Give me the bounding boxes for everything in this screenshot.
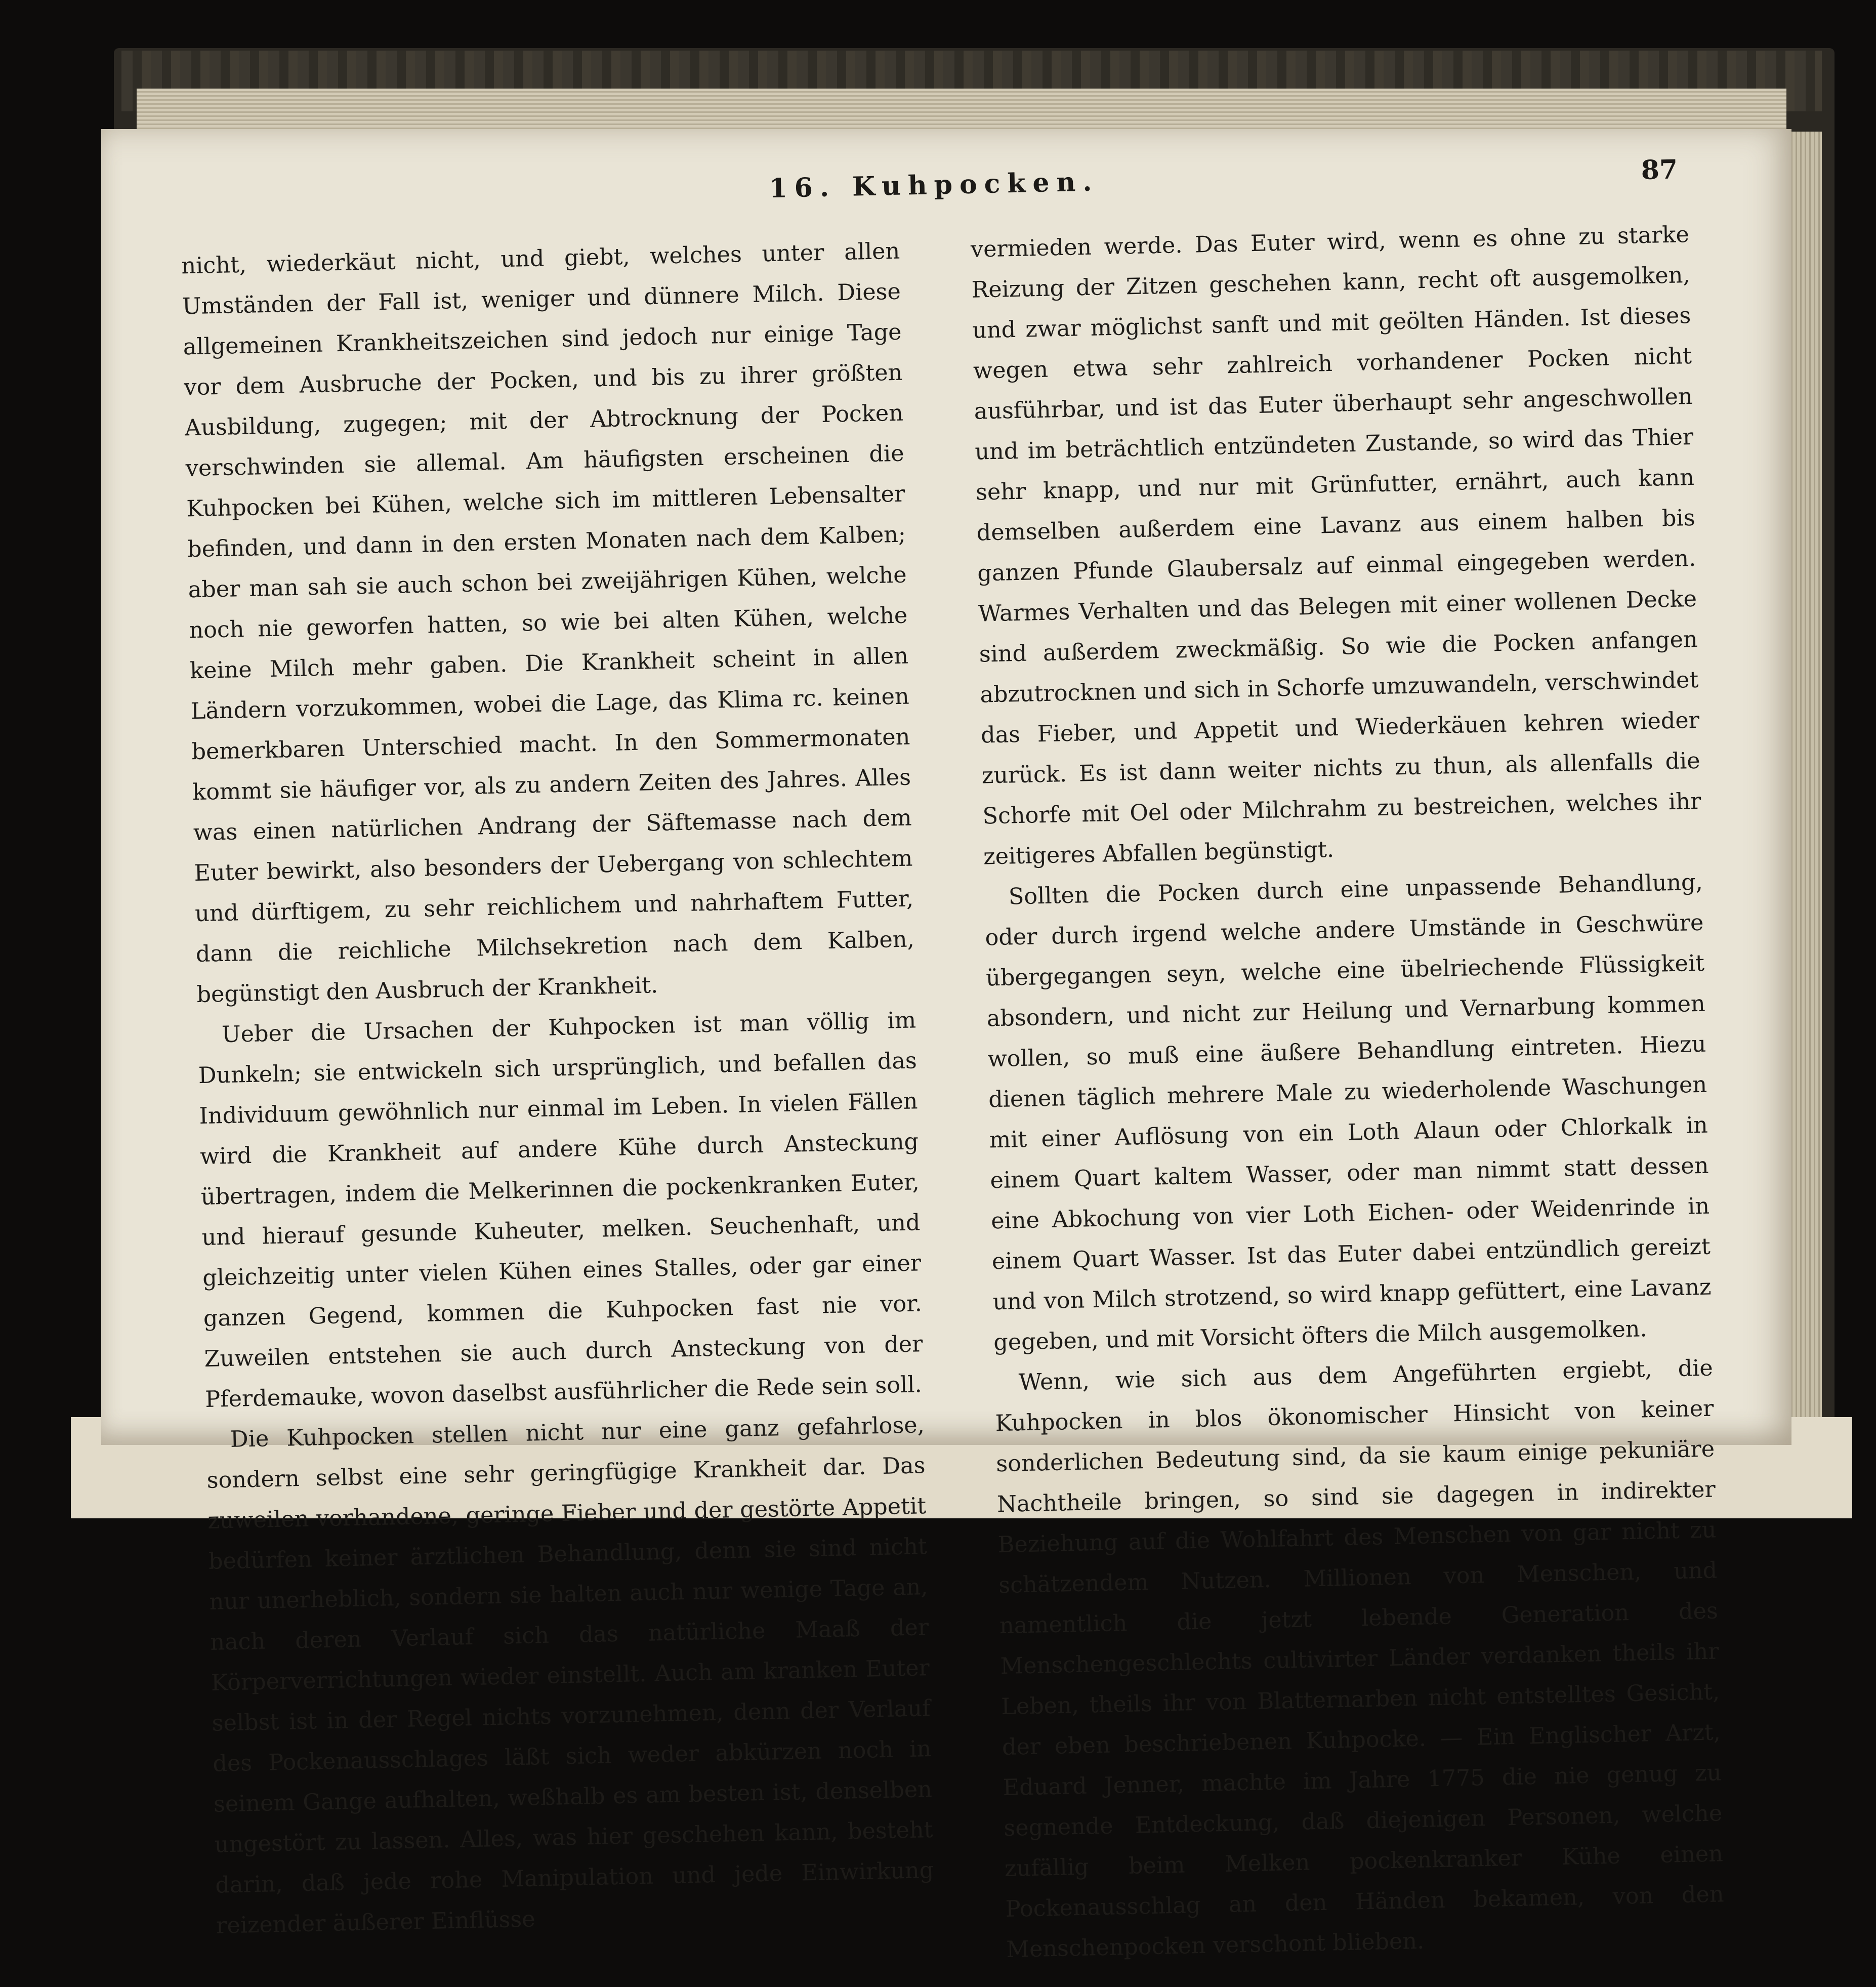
paragraph: Wenn, wie sich aus dem Angeführten ergiebt, die Kuhpocken in blos ökonomischer Hinsicht von keiner sonderlichen Bedeutung sind, da sie kaum einige pekuniäre Nachtheile bringen, so sind sie dagegen in indirekter Beziehung auf die Wohlfahrt des Menschen von gar nicht zu schätzendem Nutzen. Millionen von Menschen, und namentlich die jetzt lebende Generation des Menschengeschlechts cultivirter Länder verdanken theils ihr Leben, theils ihr von Blatternarben nicht entstelltes Gesicht, der eben beschriebenen Kuhpocke. — Ein Englischer Arzt, Eduard Jenner, machte im Jahre 1775 die nie genug zu segnende Entdeckung, daß diejenigen Personen, welche zufällig beim Melken pockenkranker Kühe einen Pockenausschlag an den Händen bekamen, von den Menschenpocken verschont blieben. [995,1355,1725,1963]
paragraph: Ueber die Ursachen der Kuhpocken ist man völlig im Dunkeln; sie entwickeln sich ursprünglich, und befallen das Individuum gewöhnlich nur einmal im Leben. In vielen Fällen wird die Krankheit auf andere Kühe durch Ansteckung übertragen, indem die Melkerinnen die pockenkranken Euter, und hierauf gesunde Kuheuter, melken. Seuchenhaft, und gleichzeitig unter vielen Kühen eines Stalles, oder gar einer ganzen Gegend, kommen die Kuhpocken fast nie vor. Zuweilen entstehen sie auch durch Ansteckung von der Pferdemauke, wovon daselbst ausführlicher die Rede sein soll. [198,1007,923,1413]
paragraph: nicht, wiederkäut nicht, und giebt, welches unter allen Umständen der Fall ist, weniger und dünnere Milch. Diese allgemeinen Krankheitszeichen sind jedoch nur einige Tage vor dem Ausbruche der Pocken, und bis zu ihrer größten Ausbildung, zugegen; mit der Abtrocknung der Pocken verschwinden sie allemal. Am häufigsten erscheinen die Kuhpocken bei Kühen, welche sich im mittleren Lebensalter befinden, und dann in den ersten Monaten nach dem Kalben; aber man sah sie auch schon bei zweijährigen Kühen, welche noch nie geworfen hatten, so wie bei alten Kühen, welche keine Milch mehr gaben. Die Krankheit scheint in allen Ländern vorzukommen, wobei die Lage, das Klima rc. keinen bemerkbaren Unterschied macht. In den Sommermonaten kommt sie häufiger vor, als zu andern Zeiten des Jahres. Alles was einen natürlichen Andrang der Säftemasse nach dem Euter bewirkt, also besonders der Uebergang von schlechtem und dürftigem, zu sehr reichlichem und nahrhaftem Futter, dann die reichliche Milchsekretion nach dem Kalben, begünstigt den Ausbruch der Krankheit. [181,238,915,1008]
text-column-right [970,215,1725,1963]
page-text-area [180,154,1725,1963]
page-block-edge [137,89,1786,132]
paragraph: Die Kuhpocken stellen nicht nur eine ganz gefahrlose, sondern selbst eine sehr geringfügige Krankheit dar. Das zuweilen vorhandene, geringe Fieber und der gestörte Appetit bedürfen keiner ärztlichen Behandlung, denn sie sind nicht nur unerheblich, sondern sie halten auch nur wenige Tage an, nach deren Verlauf sich das natürliche Maaß der Körperverrichtungen wieder einstellt. Auch am kranken Euter selbst ist in der Regel nichts vorzunehmen, denn der Verlauf des Pockenausschlages läßt sich weder abkürzen noch in seinem Gange aufhalten, weßhalb es am besten ist, denselben ungestört zu lassen. Alles, was hier geschehen kann, besteht darin, daß jede rohe Manipulation und jede Einwirkung reizender äußerer Einflüsse [206,1412,934,1939]
paragraph: vermieden werde. Das Euter wird, wenn es ohne zu starke Reizung der Zitzen geschehen kann, recht oft ausgemolken, und zwar möglichst sanft und mit geölten Händen. Ist dieses wegen etwa sehr zahlreich vorhandener Pocken nicht ausführbar, und ist das Euter überhaupt sehr angeschwollen und im beträchtlich entzündeten Zustande, so wird das Thier sehr knapp, und nur mit Grünfutter, ernährt, auch kann demselben außerdem eine Lavanz aus einem halben bis ganzen Pfunde Glaubersalz auf einmal eingegeben werden. Warmes Verhalten und das Belegen mit einer wollenen Decke sind außerdem zweckmäßig. So wie die Pocken anfangen abzutrocknen und sich in Schorfe umzuwandeln, verschwindet das Fieber, und Appetit und Wiederkäuen kehren wieder zurück. Es ist dann weiter nichts zu thun, als allenfalls die Schorfe mit Oel oder Milchrahm zu bestreichen, welches ihr zeitigeres Abfallen begünstigt. [970,222,1701,870]
text-column-left [181,231,934,1939]
page-number: 87 [1641,154,1678,186]
running-header: 16. Kuhpocken. [768,166,1099,204]
paragraph: Sollten die Pocken durch eine unpassende Behandlung, oder durch irgend welche andere Umstände in Geschwüre übergegangen seyn, welche eine übelriechende Flüssigkeit absondern, und nicht zur Heilung und Vernarbung kommen wollen, so muß eine äußere Behandlung eintreten. Hiezu dienen täglich mehrere Male zu wiederholende Waschungen mit einer Auflösung von ein Loth Alaun oder Chlorkalk in einem Quart kaltem Wasser, oder man nimmt statt dessen eine Abkochung von vier Loth Eichen- oder Weidenrinde in einem Quart Wasser. Ist das Euter dabei entzündlich gereizt und von Milch strotzend, so wird knapp gefüttert, eine Lavanz gegeben, und mit Vorsicht öfters die Milch ausgemolken. [985,869,1712,1356]
